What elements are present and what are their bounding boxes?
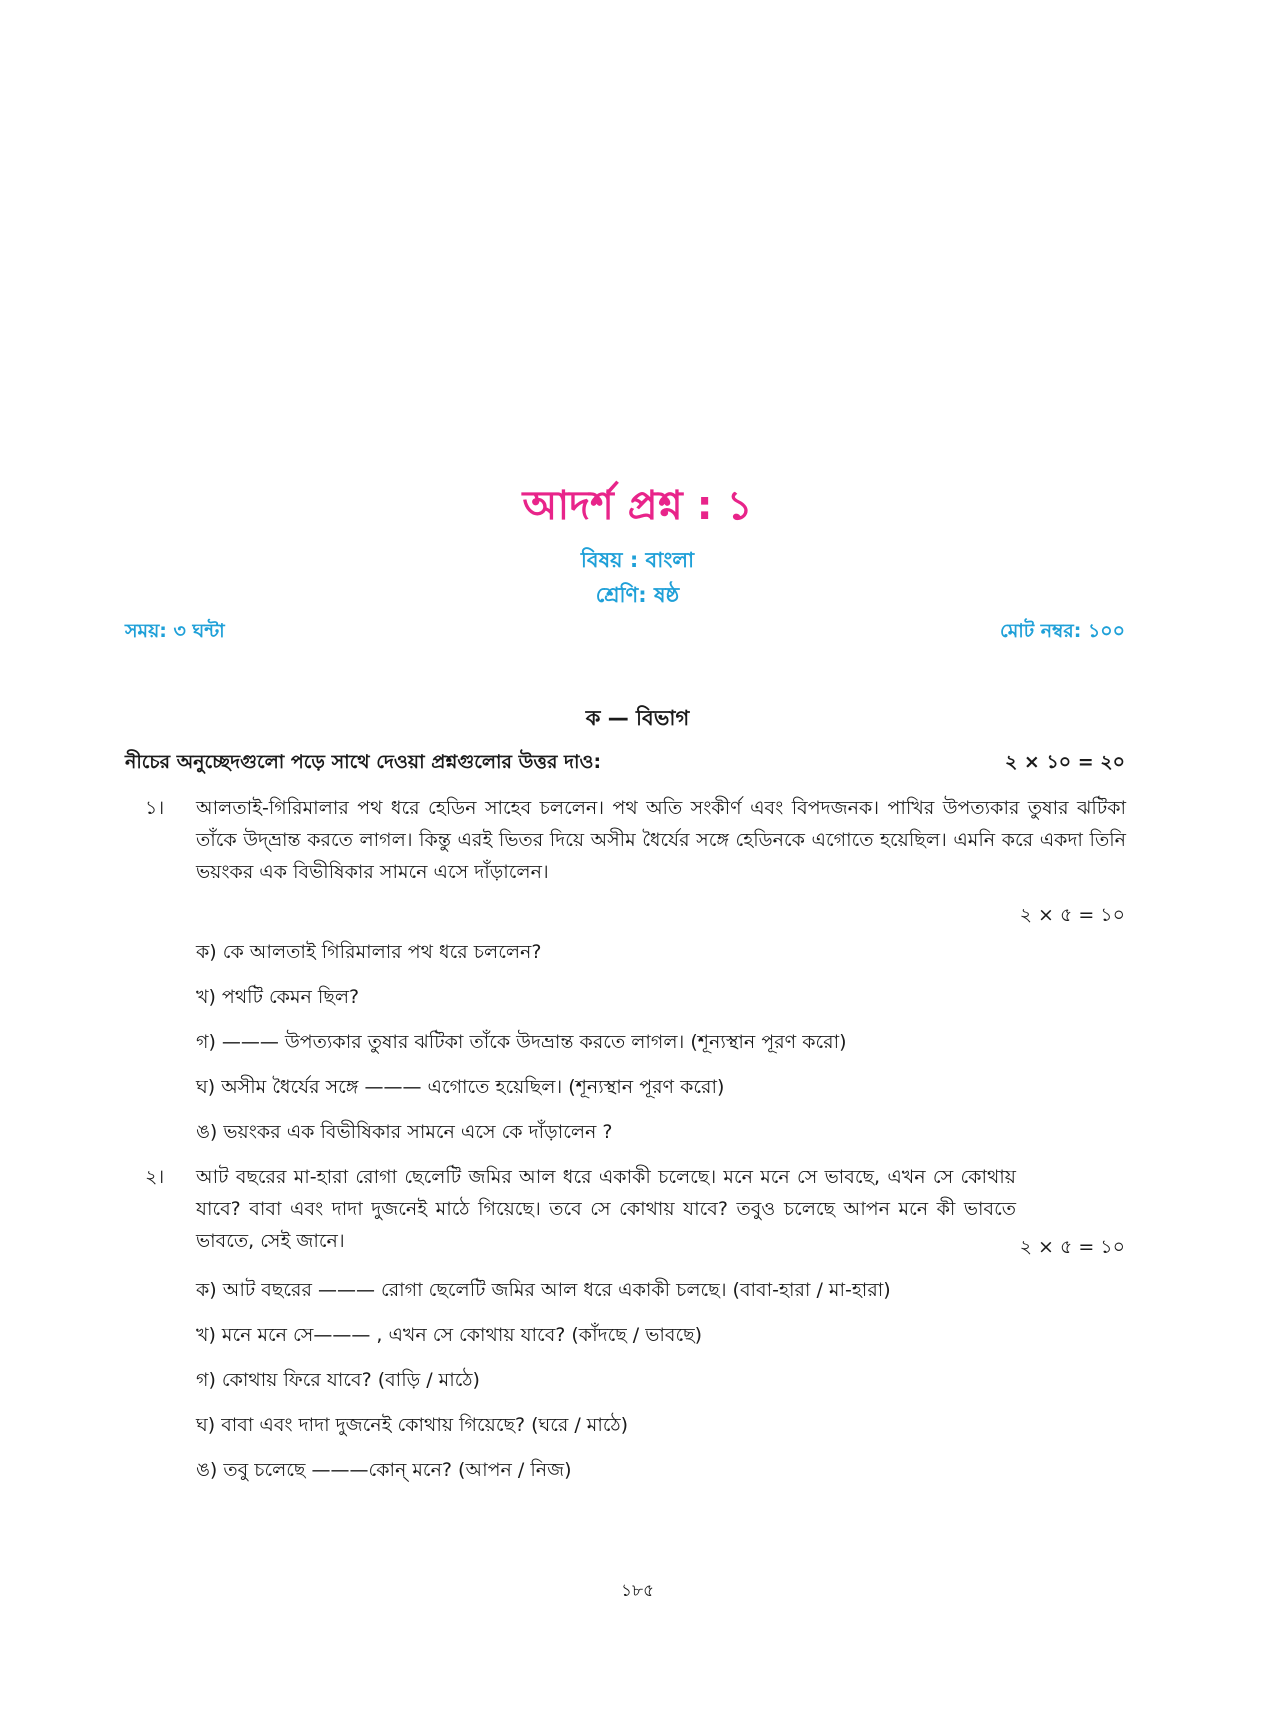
question-2-sub-d: ঘ) বাবা এবং দাদা দুজনেই কোথায় গিয়েছে? (ঘরে / মাঠে) xyxy=(196,1414,629,1436)
section-title: ক — বিভাগ xyxy=(585,706,690,730)
question-2-sub-c: গ) কোথায় ফিরে যাবে? (বাড়ি / মাঠে) xyxy=(196,1369,480,1391)
question-2-sub-b: খ) মনে মনে সে——— , এখন সে কোথায় যাবে? (কাঁদছে / ভাবছে) xyxy=(196,1324,703,1346)
question-2-sub-e: ঙ) তবু চলেছে ———কোন্ মনে? (আপন / নিজ) xyxy=(196,1459,572,1481)
exam-time: সময়: ৩ ঘন্টা xyxy=(125,620,225,642)
subject-line: বিষয় : বাংলা xyxy=(580,548,695,572)
question-2-passage: আট বছরের মা-হারা রোগা ছেলেটি জমির আল ধরে একাকী চলেছে। মনে মনে সে ভাবছে, এখন সে কোথায় যাবে? বাবা এবং দাদা দুজনেই মাঠে গিয়েছে। তবে সে কোথায় যাবে? তবুও চলেছে আপন মনে কী ভাবতে ভাবতে, সেই জানে। xyxy=(196,1166,1016,1252)
page-title: আদর্শ প্রশ্ন : ১ xyxy=(522,483,753,529)
question-2-sub-a: ক) আট বছরের ——— রোগা ছেলেটি জমির আল ধরে একাকী চলছে। (বাবা-হারা / মা-হারা) xyxy=(196,1279,891,1301)
question-1-sub-d: ঘ) অসীম ধৈর্যের সঙ্গে ——— এগোতে হয়েছিল। (শূন্যস্থান পূরণ করো) xyxy=(196,1076,725,1098)
question-1-sub-c: গ) ——— উপত্যকার তুষার ঝটিকা তাঁকে উদভ্রান্ত করতে লাগল। (শূন্যস্থান পূরণ করো) xyxy=(196,1031,847,1053)
question-2-marks: ২ × ৫ = ১০ xyxy=(1019,1236,1125,1258)
question-1-sub-b: খ) পথটি কেমন ছিল? xyxy=(196,986,360,1008)
question-1-number: ১। xyxy=(145,797,165,819)
page-number: ১৮৫ xyxy=(620,1581,655,1601)
question-1-sub-e: ঙ) ভয়ংকর এক বিভীষিকার সামনে এসে কে দাঁড়ালেন ? xyxy=(196,1121,613,1143)
question-1-passage: আলতাই-গিরিমালার পথ ধরে হেডিন সাহেব চললেন। পথ অতি সংকীর্ণ এবং বিপদজনক। পাখির উপত্যকার তুষার ঝটিকা তাঁকে উদ্‌ভ্রান্ত করতে লাগল। কিন্তু এরই ভিতর দিয়ে অসীম ধৈর্যের সঙ্গে হেডিনকে এগোতে হয়েছিল। এমনি করে একদা তিনি ভয়ংকর এক বিভীষিকার সামনে এসে দাঁড়ালেন। xyxy=(196,797,1126,883)
total-marks: মোট নম্বর: ১০০ xyxy=(1000,620,1125,642)
question-2-number: ২। xyxy=(145,1166,165,1188)
question-1-sub-a: ক) কে আলতাই গিরিমালার পথ ধরে চললেন? xyxy=(196,941,542,963)
section-instruction: নীচের অনুচ্ছেদগুলো পড়ে সাথে দেওয়া প্রশ্নগুলোর উত্তর দাও: xyxy=(125,751,602,773)
class-line: শ্রেণি: ষষ্ঠ xyxy=(595,583,680,607)
question-1-marks: ২ × ৫ = ১০ xyxy=(1019,904,1125,926)
section-marks: ২ × ১০ = ২০ xyxy=(1004,751,1125,773)
